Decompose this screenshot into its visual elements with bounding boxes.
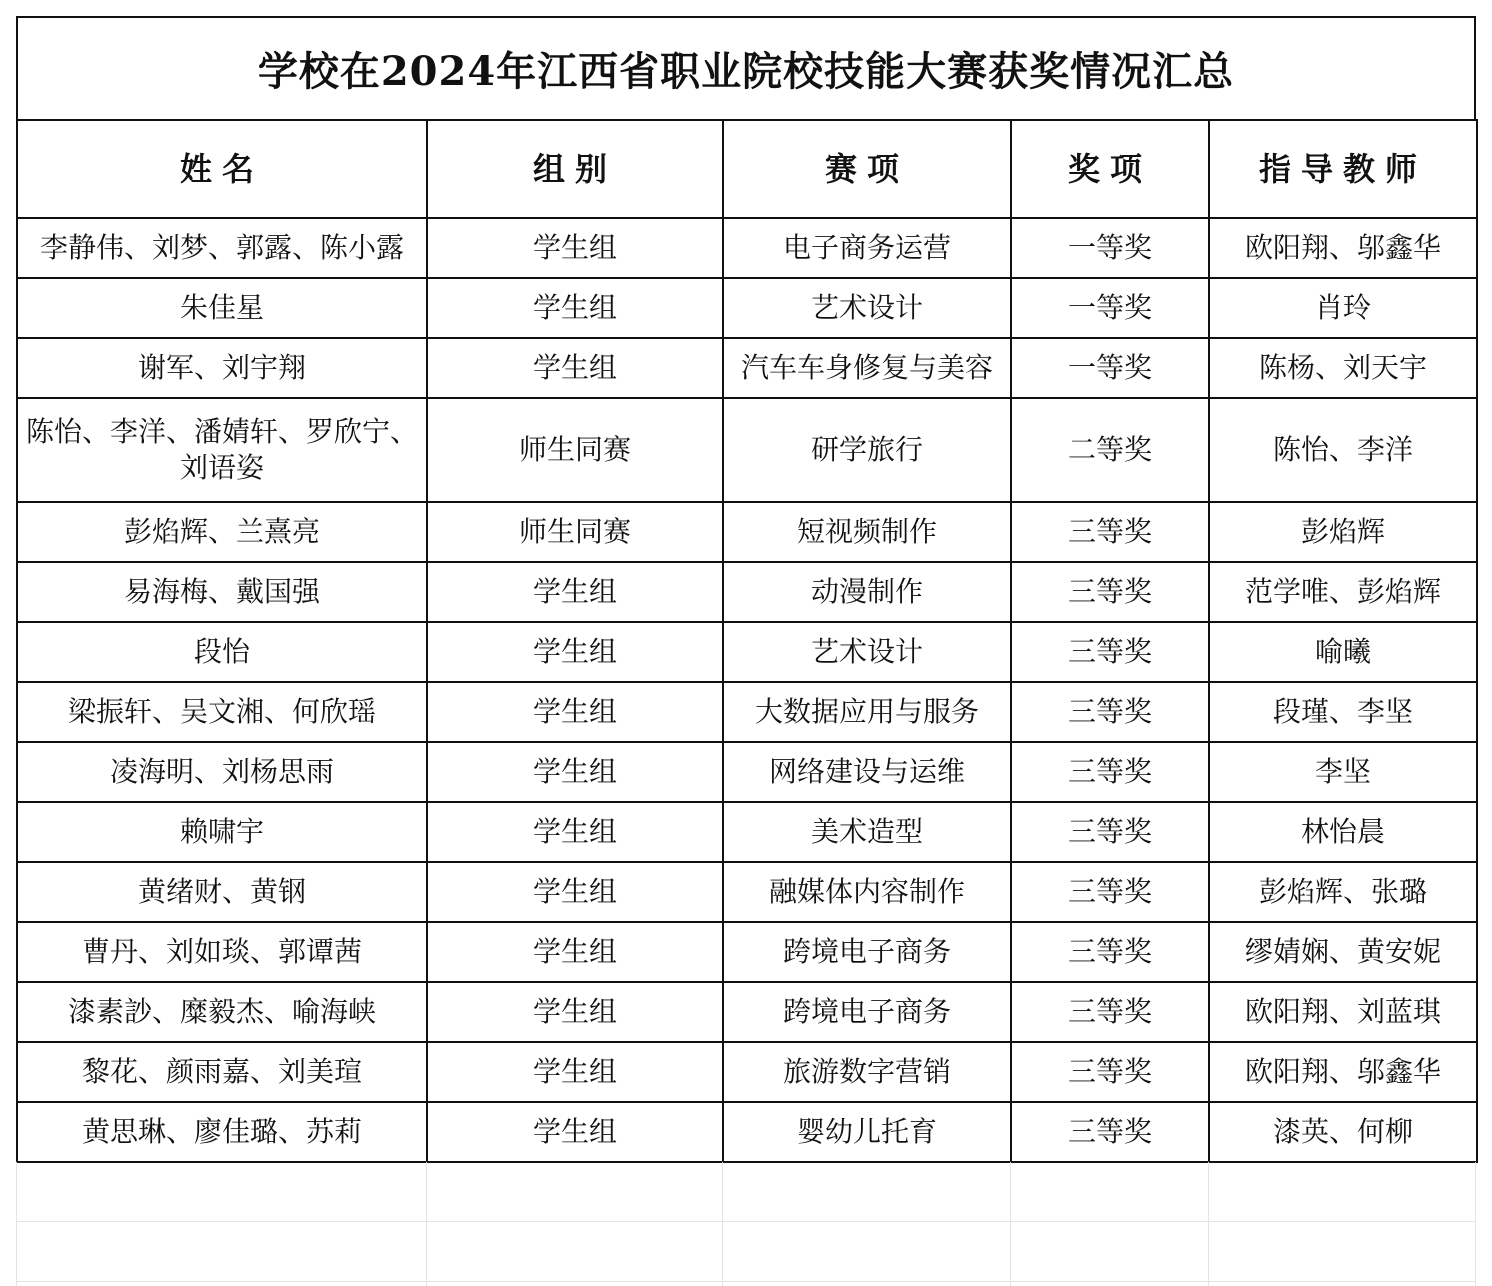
- table-row: [17, 278, 1477, 338]
- cell-advisor: 喻曦: [1209, 622, 1477, 682]
- cell-event: 跨境电子商务: [723, 982, 1011, 1042]
- cell-award: 三等奖: [1011, 1042, 1209, 1102]
- cell-advisor: 范学唯、彭焰辉: [1209, 562, 1477, 622]
- header-row: [17, 120, 1477, 218]
- cell-group: 学生组: [427, 338, 723, 398]
- table-row: [17, 802, 1477, 862]
- cell-event: 动漫制作: [723, 562, 1011, 622]
- cell-advisor: 漆英、何柳: [1209, 1102, 1477, 1162]
- cell-names: 曹丹、刘如琰、郭谭茜: [17, 922, 427, 982]
- table-row: [17, 682, 1477, 742]
- cell-group: 学生组: [427, 802, 723, 862]
- cell-event: 短视频制作: [723, 502, 1011, 562]
- cell-award: 三等奖: [1011, 1102, 1209, 1162]
- table-row: [17, 218, 1477, 278]
- cell-names: 彭焰辉、兰熹亮: [17, 502, 427, 562]
- cell-names: 黄绪财、黄钢: [17, 862, 427, 922]
- cell-award: 三等奖: [1011, 802, 1209, 862]
- cell-group: 师生同赛: [427, 398, 723, 502]
- cell-event: 汽车车身修复与美容: [723, 338, 1011, 398]
- cell-group: 学生组: [427, 278, 723, 338]
- cell-award: 三等奖: [1011, 682, 1209, 742]
- cell-event: 电子商务运营: [723, 218, 1011, 278]
- header-advisor: 指导教师: [1209, 120, 1477, 218]
- cell-award: 一等奖: [1011, 338, 1209, 398]
- cell-names: 易海梅、戴国强: [17, 562, 427, 622]
- header-event: 赛项: [723, 120, 1011, 218]
- cell-names: 黎花、颜雨嘉、刘美瑄: [17, 1042, 427, 1102]
- table-row: [17, 398, 1477, 502]
- cell-advisor: 李坚: [1209, 742, 1477, 802]
- table-row: [17, 562, 1477, 622]
- empty-sheet-grid: [16, 1162, 1476, 1286]
- table-row: [17, 1042, 1477, 1102]
- cell-advisor: 欧阳翔、邬鑫华: [1209, 1042, 1477, 1102]
- cell-names: 梁振轩、吴文湘、何欣瑶: [17, 682, 427, 742]
- cell-group: 学生组: [427, 1042, 723, 1102]
- cell-group: 师生同赛: [427, 502, 723, 562]
- header-names: 姓名: [17, 120, 427, 218]
- cell-advisor: 欧阳翔、刘蓝琪: [1209, 982, 1477, 1042]
- cell-advisor: 欧阳翔、邬鑫华: [1209, 218, 1477, 278]
- awards-sheet: [16, 16, 1476, 1163]
- table-row: [17, 622, 1477, 682]
- cell-names: 谢军、刘宇翔: [17, 338, 427, 398]
- table-row: [17, 922, 1477, 982]
- cell-advisor: 段瑾、李坚: [1209, 682, 1477, 742]
- cell-group: 学生组: [427, 622, 723, 682]
- cell-group: 学生组: [427, 922, 723, 982]
- cell-event: 艺术设计: [723, 622, 1011, 682]
- cell-advisor: 缪婧娴、黄安妮: [1209, 922, 1477, 982]
- cell-group: 学生组: [427, 218, 723, 278]
- cell-award: 一等奖: [1011, 278, 1209, 338]
- cell-names: 李静伟、刘梦、郭露、陈小露: [17, 218, 427, 278]
- cell-event: 婴幼儿托育: [723, 1102, 1011, 1162]
- cell-award: 三等奖: [1011, 622, 1209, 682]
- cell-group: 学生组: [427, 562, 723, 622]
- awards-table: [16, 119, 1478, 1163]
- table-row: [17, 742, 1477, 802]
- cell-event: 美术造型: [723, 802, 1011, 862]
- cell-advisor: 林怡晨: [1209, 802, 1477, 862]
- cell-names: 漆素訬、糜毅杰、喻海峡: [17, 982, 427, 1042]
- cell-event: 研学旅行: [723, 398, 1011, 502]
- table-row: [17, 338, 1477, 398]
- table-row: [17, 502, 1477, 562]
- cell-advisor: 肖玲: [1209, 278, 1477, 338]
- cell-award: 三等奖: [1011, 562, 1209, 622]
- cell-group: 学生组: [427, 982, 723, 1042]
- cell-names: 赖啸宇: [17, 802, 427, 862]
- cell-award: 三等奖: [1011, 982, 1209, 1042]
- table-row: [17, 982, 1477, 1042]
- cell-group: 学生组: [427, 862, 723, 922]
- cell-event: 网络建设与运维: [723, 742, 1011, 802]
- cell-event: 艺术设计: [723, 278, 1011, 338]
- sheet-title: 学校在2024年江西省职业院校技能大赛获奖情况汇总: [16, 16, 1476, 119]
- cell-names: 朱佳星: [17, 278, 427, 338]
- table-row: [17, 862, 1477, 922]
- cell-event: 融媒体内容制作: [723, 862, 1011, 922]
- cell-names: 陈怡、李洋、潘婧轩、罗欣宁、刘语姿: [17, 398, 427, 502]
- cell-group: 学生组: [427, 1102, 723, 1162]
- cell-names: 段怡: [17, 622, 427, 682]
- cell-advisor: 陈杨、刘天宇: [1209, 338, 1477, 398]
- cell-advisor: 彭焰辉、张璐: [1209, 862, 1477, 922]
- cell-award: 三等奖: [1011, 922, 1209, 982]
- cell-event: 跨境电子商务: [723, 922, 1011, 982]
- cell-names: 凌海明、刘杨思雨: [17, 742, 427, 802]
- cell-advisor: 彭焰辉: [1209, 502, 1477, 562]
- cell-advisor: 陈怡、李洋: [1209, 398, 1477, 502]
- header-group: 组别: [427, 120, 723, 218]
- cell-group: 学生组: [427, 742, 723, 802]
- cell-names: 黄思琳、廖佳璐、苏莉: [17, 1102, 427, 1162]
- cell-award: 一等奖: [1011, 218, 1209, 278]
- cell-award: 三等奖: [1011, 502, 1209, 562]
- cell-award: 三等奖: [1011, 862, 1209, 922]
- table-row: [17, 1102, 1477, 1162]
- cell-award: 二等奖: [1011, 398, 1209, 502]
- cell-group: 学生组: [427, 682, 723, 742]
- cell-event: 旅游数字营销: [723, 1042, 1011, 1102]
- cell-award: 三等奖: [1011, 742, 1209, 802]
- cell-event: 大数据应用与服务: [723, 682, 1011, 742]
- header-award: 奖项: [1011, 120, 1209, 218]
